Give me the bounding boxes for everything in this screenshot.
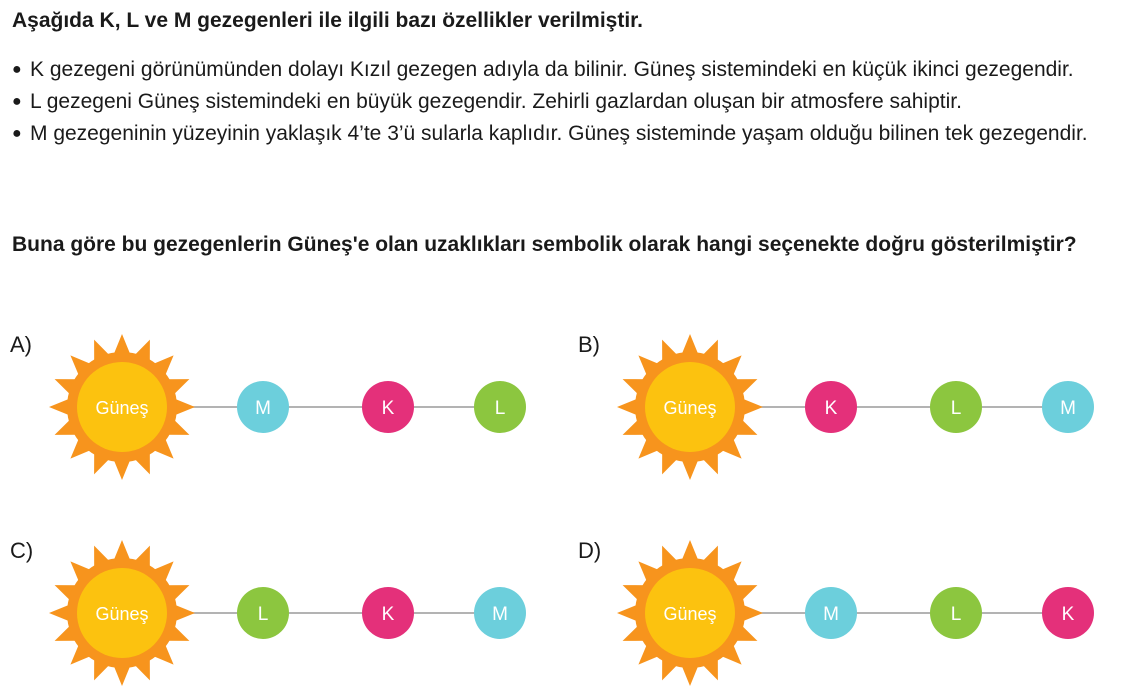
- fact-text: K gezegeni görünümünden dolayı Kızıl gezegen adıyla da bilinir. Güneş sistemindeki en küçük ikinci gezegendir.: [30, 58, 1074, 81]
- planet-k: [362, 381, 414, 433]
- fact-m: [12, 118, 1112, 150]
- planet-label: K: [381, 604, 395, 625]
- question-text: Buna göre bu gezegenlerin Güneş'e olan uzaklıkları sembolik olarak hangi seçenekte doğru gösterilmiştir?: [12, 233, 1077, 256]
- planet-m: [474, 587, 526, 639]
- planet-l: [930, 587, 982, 639]
- option-diagram: [578, 538, 1118, 698]
- sun-label: Güneş: [663, 604, 717, 624]
- option-d[interactable]: [578, 538, 1118, 698]
- planet-label: M: [255, 398, 271, 419]
- option-diagram: [578, 332, 1118, 492]
- planet-m: [1042, 381, 1094, 433]
- planet-label: M: [1060, 398, 1076, 419]
- bullet-icon: ●: [12, 61, 22, 78]
- planet-label: M: [492, 604, 508, 625]
- planet-l: [237, 587, 289, 639]
- fact-text: M gezegeninin yüzeyinin yaklaşık 4’te 3’ü sularla kaplıdır. Güneş sisteminde yaşam olduğu bilinen tek gezegendir.: [30, 122, 1088, 145]
- planet-l: [474, 381, 526, 433]
- sun-label: Güneş: [95, 398, 149, 418]
- planet-label: L: [950, 398, 962, 419]
- planet-label: L: [950, 604, 962, 625]
- fact-text: L gezegeni Güneş sistemindeki en büyük gezegendir. Zehirli gazlardan oluşan bir atmosfere sahiptir.: [30, 90, 962, 113]
- bullet-icon: ●: [12, 93, 22, 110]
- option-letter: B): [578, 332, 600, 357]
- bullet-icon: ●: [12, 125, 22, 142]
- option-c[interactable]: [10, 538, 550, 698]
- planet-label: K: [824, 398, 838, 419]
- option-b[interactable]: [578, 332, 1118, 492]
- option-letter: C): [10, 538, 34, 563]
- fact-l: [12, 86, 1112, 118]
- planet-l: [930, 381, 982, 433]
- planet-k: [1042, 587, 1094, 639]
- intro-text: Aşağıda K, L ve M gezegenleri ile ilgili bazı özellikler verilmiştir.: [12, 9, 644, 32]
- fact-list: [12, 54, 1112, 150]
- planet-label: M: [823, 604, 839, 625]
- sun-label: Güneş: [95, 604, 149, 624]
- option-diagram: [10, 332, 550, 492]
- option-a[interactable]: [10, 332, 550, 492]
- option-letter: A): [10, 332, 32, 357]
- planet-label: K: [381, 398, 395, 419]
- planet-label: L: [494, 398, 506, 419]
- sun-label: Güneş: [663, 398, 717, 418]
- planet-k: [362, 587, 414, 639]
- planet-k: [805, 381, 857, 433]
- planet-m: [805, 587, 857, 639]
- planet-m: [237, 381, 289, 433]
- option-letter: D): [578, 538, 602, 563]
- planet-label: K: [1061, 604, 1075, 625]
- fact-k: [12, 54, 1112, 86]
- planet-label: L: [257, 604, 269, 625]
- option-diagram: [10, 538, 550, 698]
